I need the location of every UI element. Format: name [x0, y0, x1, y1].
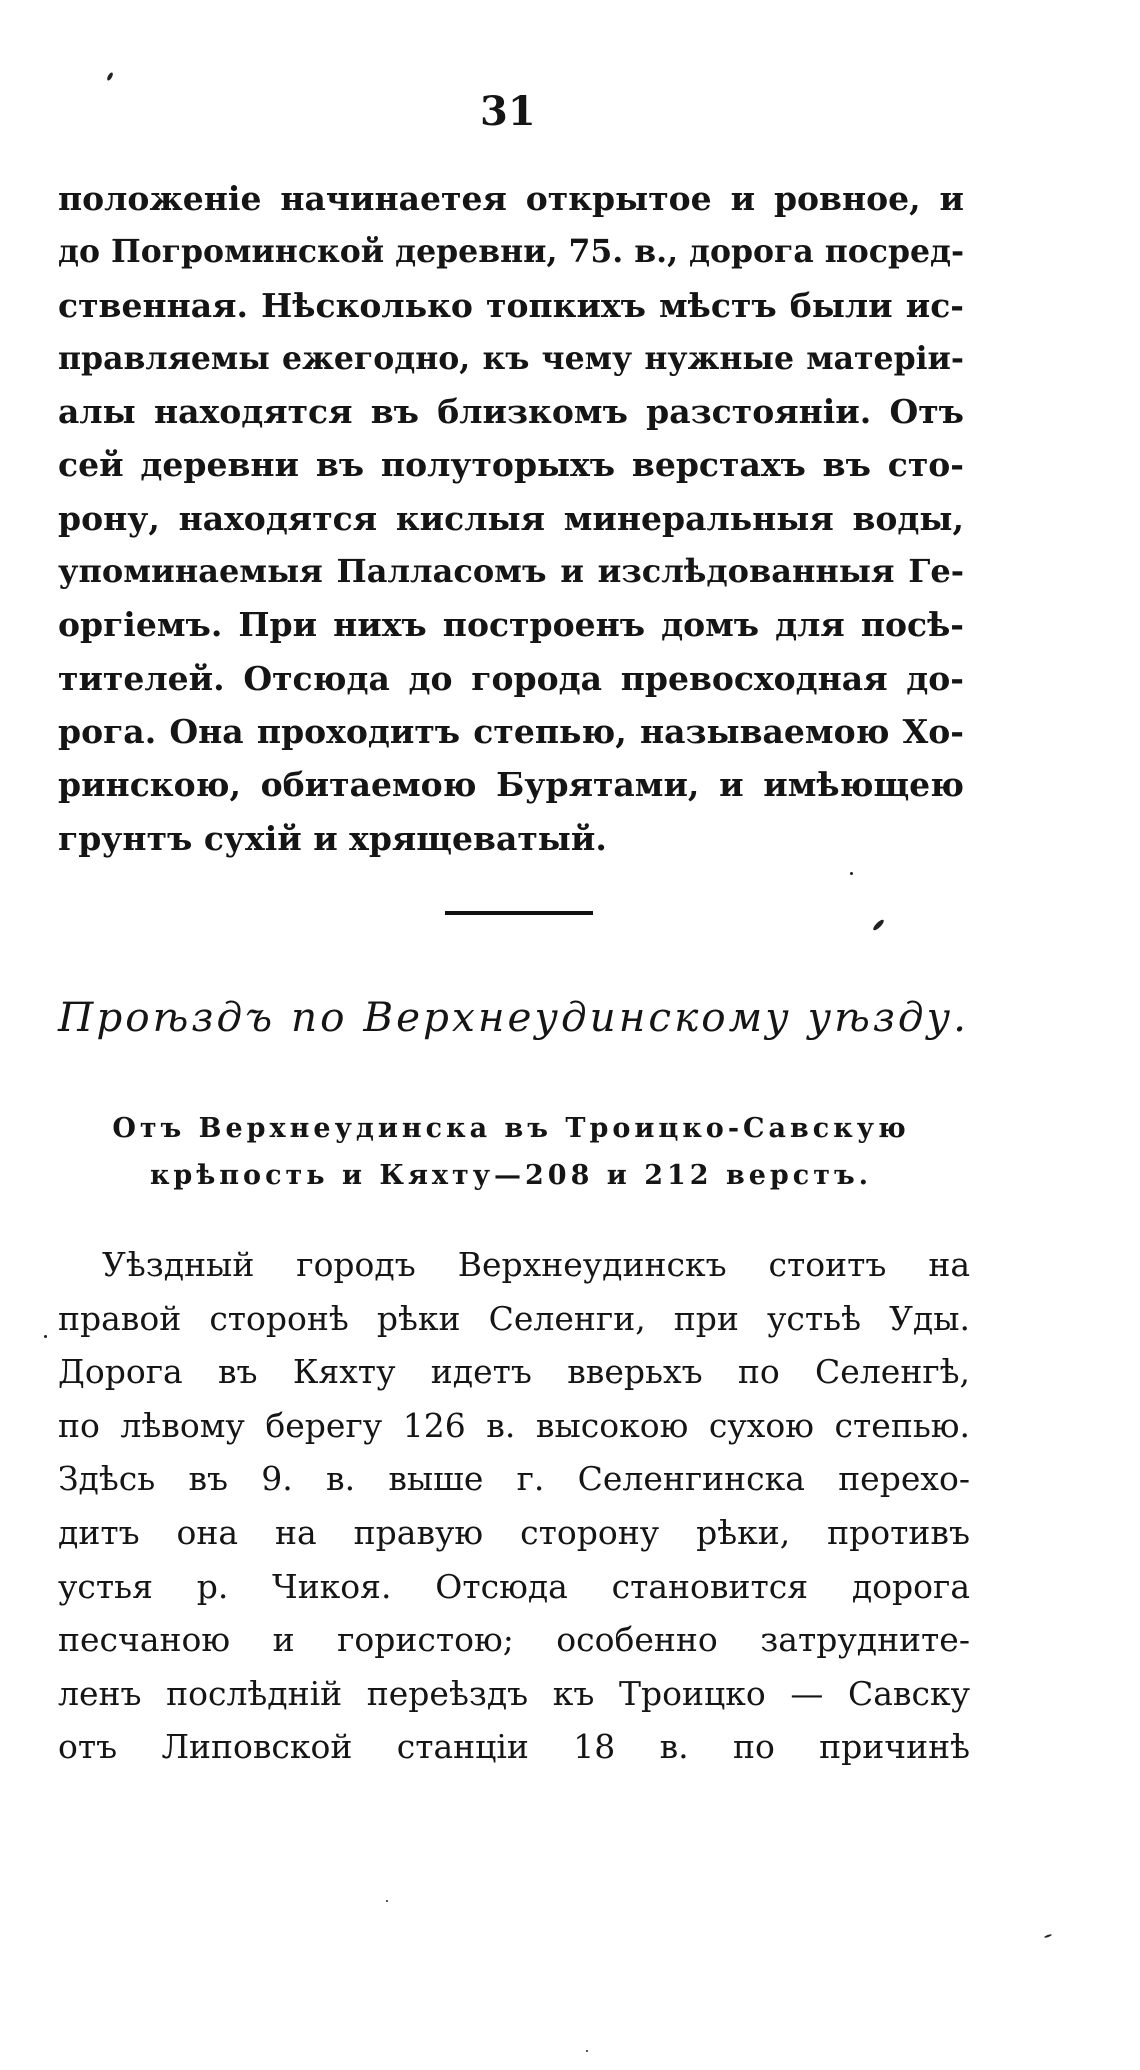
route-subheading: [58, 1105, 964, 1199]
paragraph-line: тителей. Отсюда до города превосходная до-: [58, 658, 964, 698]
page-number: 31: [480, 88, 536, 135]
paragraph-line: грунтъ сухій и хрящеватый.: [58, 818, 607, 858]
paragraph-line: ринскою, обитаемою Бурятами, и имѣющею: [58, 765, 964, 805]
ink-speck: [106, 72, 114, 82]
paragraph-line: песчаною и гористою; особенно затруднитe-: [58, 1620, 970, 1660]
section-heading: Проѣздъ по Верхнеудинскому уѣзду.: [58, 993, 969, 1041]
paragraph-line: дитъ она на правую сторону рѣки, противъ: [58, 1512, 970, 1552]
paragraph-line: рога. Она проходитъ степью, называемою Хо-: [58, 711, 964, 751]
paragraph-line: Дорога въ Кяхту идетъ вверьхъ по Селенгѣ,: [58, 1352, 970, 1392]
paragraph-line: алы находятся въ близкомъ разстояніи. Отъ: [58, 392, 964, 432]
paragraph-line: устья р. Чикоя. Отсюда становится дорога: [58, 1566, 970, 1606]
paragraph-line: ленъ послѣдній переѣздъ къ Троицко — Савску: [58, 1673, 970, 1713]
paragraph-line: упоминаемыя Палласомъ и изслѣдованныя Ге-: [58, 552, 964, 591]
section-divider-rule: [445, 911, 593, 915]
paragraph-1: [58, 172, 964, 865]
paragraph-line: положеніе начинаетея открытое и ровное, и: [58, 179, 964, 218]
ink-speck: [44, 1335, 47, 1338]
paragraph-line: сей деревни въ полуторыхъ верстахъ въ сто-: [58, 445, 964, 485]
paragraph-line: ственная. Нѣсколько топкихъ мѣстъ были ис-: [58, 285, 964, 325]
paragraph-line: оргіемъ. При нихъ построенъ домъ для посѣ-: [58, 605, 964, 645]
subheading-line: крѣпость и Кяхту—208 и 212 верстъ.: [149, 1160, 873, 1191]
paragraph-line: рону, находятся кислыя минеральныя воды,: [58, 498, 964, 538]
ink-speck: [872, 918, 885, 931]
paragraph-line: по лѣвому берегу 126 в. высокою сухою степью.: [58, 1405, 970, 1445]
ink-speck: [386, 1900, 388, 1902]
paragraph-line: до Погроминской деревни, 75. в., дорога посред-: [58, 233, 965, 271]
paragraph-line: правляемы ежегодно, къ чему нужные матеріи-: [58, 339, 964, 377]
ink-speck: [850, 872, 853, 875]
ink-speck: [586, 2050, 588, 2052]
paragraph-line: отъ Липовской станціи 18 в. по причинѣ: [58, 1727, 970, 1767]
ink-speck: [1044, 1934, 1052, 1939]
subheading-line: Отъ Верхнеудинска въ Троицко-Савскую: [112, 1113, 910, 1144]
paragraph-2: [58, 1238, 970, 1774]
paragraph-line: Уѣздный городъ Верхнеудинскъ стоитъ на: [102, 1245, 970, 1284]
paragraph-line: Здѣсь въ 9. в. выше г. Селенгинска перехо-: [58, 1459, 970, 1499]
paragraph-line: правой сторонѣ рѣки Селенги, при устьѣ Уды.: [58, 1298, 970, 1338]
